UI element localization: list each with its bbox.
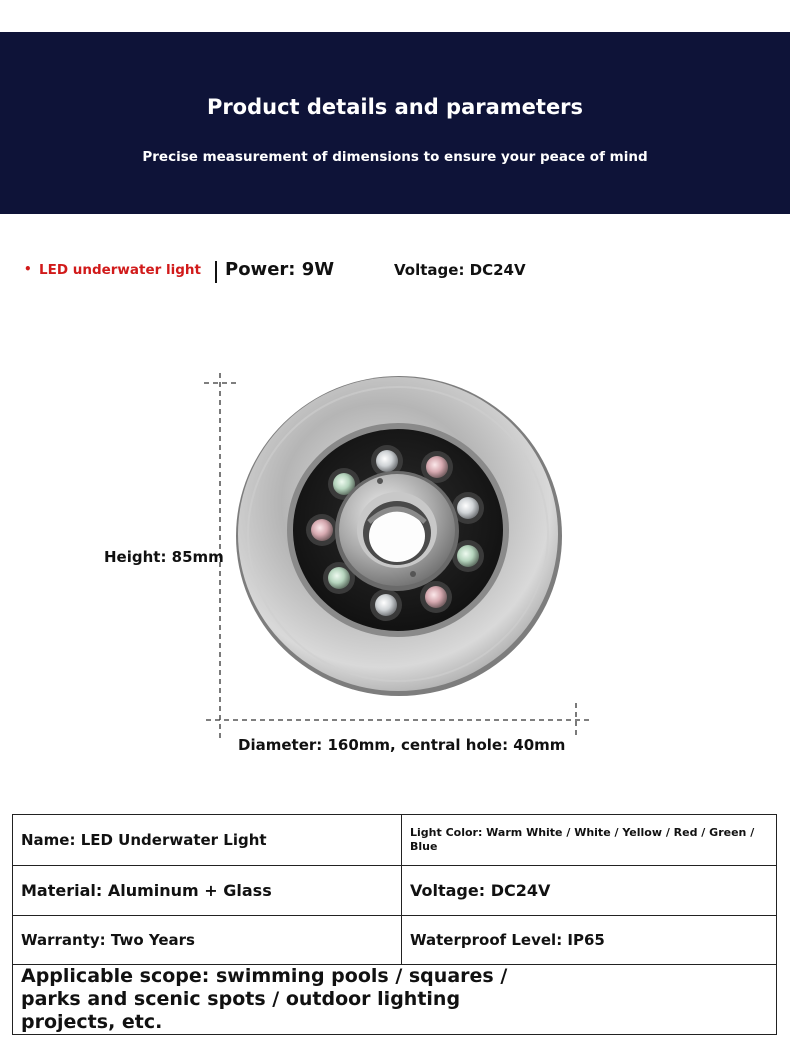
warranty-cell: Warranty: Two Years <box>13 916 402 965</box>
product-type-label: LED underwater light <box>39 262 201 278</box>
header-banner <box>0 32 790 214</box>
table-row <box>13 815 777 866</box>
material-cell: Material: Aluminum + Glass <box>13 866 402 916</box>
parameters-table <box>12 814 777 1035</box>
waterproof-cell: Waterproof Level: IP65 <box>402 916 777 965</box>
page-subtitle: Precise measurement of dimensions to ensure your peace of mind <box>142 149 648 165</box>
diameter-dimension: Diameter: 160mm, central hole: 40mm <box>238 736 566 754</box>
power-spec: Power: 9W <box>225 259 335 280</box>
page-title: Product details and parameters <box>206 95 584 119</box>
bullet-icon: • <box>24 262 32 276</box>
table-row <box>13 965 777 1035</box>
table-row <box>13 916 777 965</box>
name-cell: Name: LED Underwater Light <box>13 815 402 866</box>
divider-bar <box>215 261 217 283</box>
height-dimension: Height: 85mm <box>104 548 224 566</box>
voltage-cell: Voltage: DC24V <box>402 866 777 916</box>
light-fixture <box>236 376 562 696</box>
scope-cell <box>13 965 777 1035</box>
table-row <box>13 866 777 916</box>
light-color-cell: Light Color: Warm White / White / Yellow / Red / Green / Blue <box>402 815 777 866</box>
voltage-spec: Voltage: DC24V <box>394 261 526 279</box>
scope-text: Applicable scope: swimming pools / squares / parks and scenic spots / outdoor lighting projects, etc. <box>21 965 508 1033</box>
